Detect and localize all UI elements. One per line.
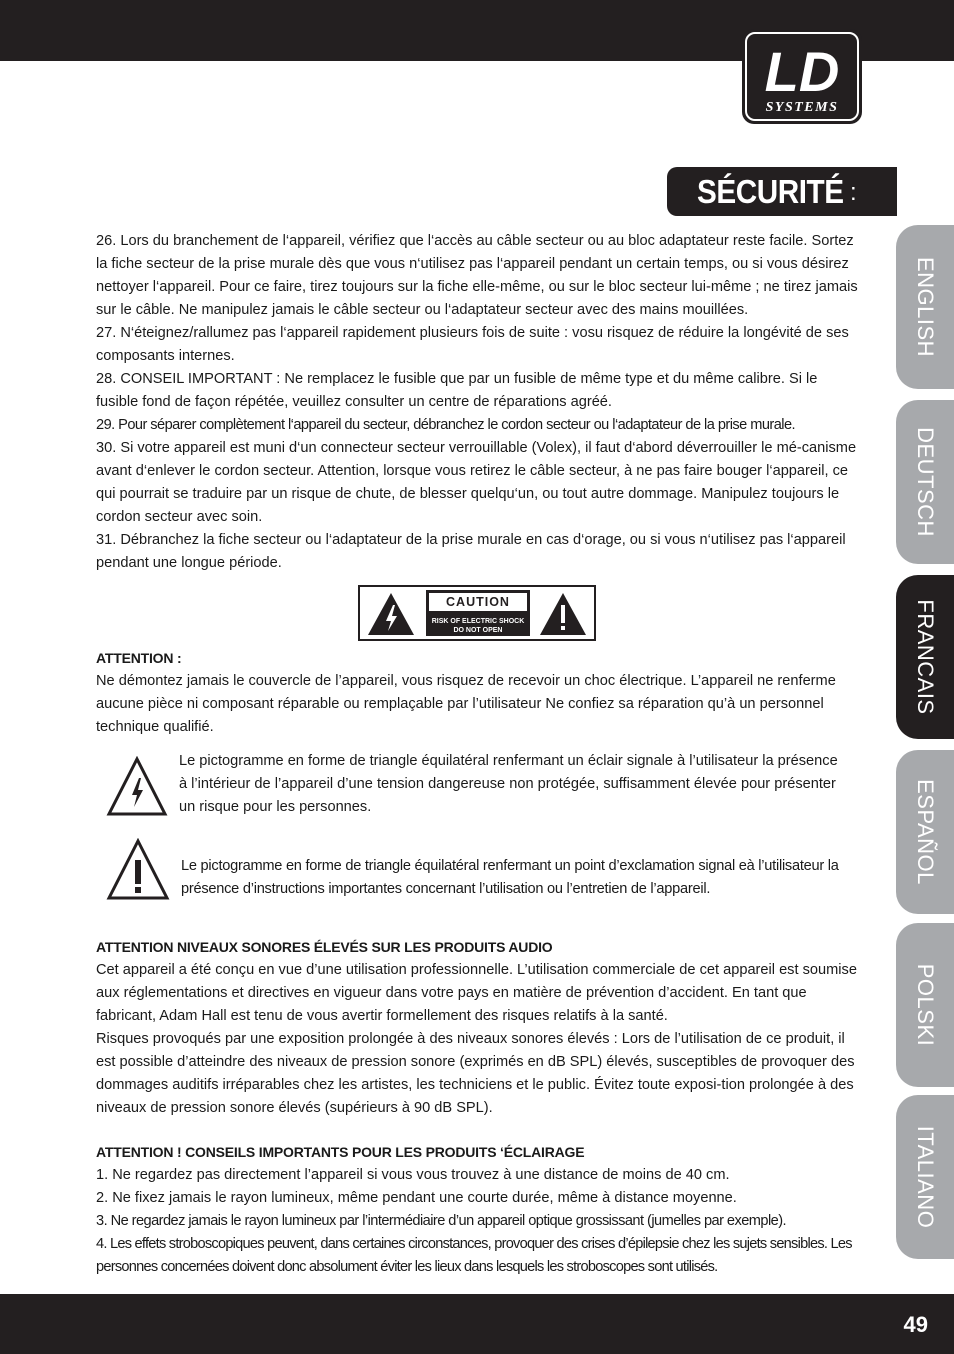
instruction-30: 30. Si votre appareil est muni d‘un connecteur secteur verrouillable (Volex), il faut d‘abord déverrouiller le mé-canisme avant d‘enlever le cordon secteur. Attention, lorsque vous retirez le câble secteur, à ne pas faire bouger l‘appareil, ce qui pourrait se traduire par un risque de chute, de blesser quelqu‘un, ou tout autre dommage. Manipulez toujours le cordon secteur avec soin. xyxy=(96,440,857,525)
safety-instructions xyxy=(96,230,858,575)
tab-label: ITALIANO xyxy=(913,1125,938,1229)
tab-label: FRANCAIS xyxy=(913,599,938,715)
lighting-item-2: 2. Ne fixez jamais le rayon lumineux, même pendant une courte durée, même à distance moyenne. xyxy=(96,1190,737,1206)
tab-english[interactable] xyxy=(896,225,954,389)
instruction-26: 26. Lors du branchement de l‘appareil, vérifiez que l‘accès au câble secteur ou au bloc adaptateur reste facile. Sortez la fiche secteur de la prise murale dès que vous n‘utilisez pas l‘appareil pendant un certain temps, ou si vous désirez nettoyer l‘appareil. Pour ce faire, tirez toujours sur la fiche elle-même, ou sur le bloc secteur lui-même ; ne tirez jamais sur le câble. Ne manipulez jamais le câble secteur ou l‘adaptateur secteur avec des mains mouillées. xyxy=(96,233,858,318)
section-title-colon: : xyxy=(850,179,857,206)
sound-paragraph-2: Risques provoqués par une exposition prolongée à des niveaux sonores élevés : Lors de l’utilisation de ce produit, il est possible d’atteindre des niveaux de pression sonore (exprimés en dB SPL) élevés, susceptibles de provoquer des dommages auditifs irréparables chez les artistes, les techniciens et le public. Évitez toute exposi-tion prolongée à des niveaux de pression sonore élevés (supérieurs à 90 dB SPL). xyxy=(96,1031,855,1116)
bottom-bar xyxy=(0,1294,954,1354)
attention-section xyxy=(96,647,858,739)
lightning-warning-icon xyxy=(366,591,416,637)
attention-text: Ne démontez jamais le couvercle de l’appareil, vous risquez de recevoir un choc électrique. L’appareil ne renferme aucune pièce ni composant réparable ou remplaçable par l’utilisateur Ne confiez sa réparation qu’à un personnel technique qualifié. xyxy=(96,673,836,735)
caution-label xyxy=(358,585,596,641)
tab-espanol[interactable] xyxy=(896,750,954,914)
sound-paragraph-1: Cet appareil a été conçu en vue d’une utilisation professionnelle. L’utilisation commerciale de cet appareil est soumise aux réglementations et directives en vigueur dans votre pays en matière de prévention d’accident. En tant que fabricant, Adam Hall est tenu de vous avertir formellement des risques relatifs à la santé. xyxy=(96,962,857,1024)
section-title: SÉCURITÉ xyxy=(697,173,844,210)
instruction-31: 31. Débranchez la fiche secteur ou l‘adaptateur de la prise murale en cas d‘orage, ou si vous n‘utilisez pas l‘appareil pendant une longue période. xyxy=(96,532,846,571)
exclamation-pictogram-text: Le pictogramme en forme de triangle équilatéral renfermant un point d’exclamation signal eà l’utilisateur la présence d’instructions importantes concernant l’utilisation ou l’entretien de l’appareil. xyxy=(181,858,839,897)
exclamation-triangle-icon xyxy=(106,838,170,902)
lighting-item-1: 1. Ne regardez pas directement l’appareil si vous vous trouvez à une distance de moins de 40 cm. xyxy=(96,1167,730,1183)
instruction-28: 28. CONSEIL IMPORTANT : Ne remplacez le fusible que par un fusible de même type et du même calibre. Si le fusible fond de façon répétée, veuillez consulter un centre de réparations agréé. xyxy=(96,371,818,410)
sound-heading: ATTENTION NIVEAUX SONORES ÉLEVÉS SUR LES PRODUITS AUDIO xyxy=(96,939,553,955)
caution-line-2: DO NOT OPEN xyxy=(453,627,503,634)
tab-deutsch[interactable] xyxy=(896,400,954,564)
lighting-item-4: 4. Les effets stroboscopiques peuvent, dans certaines circonstances, provoquer des crises d’épilepsie chez les sujets sensibles. Les personnes concernées doivent donc absolument éviter les lieux dans lesquels les stroboscopes sont utilisés. xyxy=(96,1236,852,1275)
section-title-box xyxy=(667,167,897,216)
lighting-item-3: 3. Ne regardez jamais le rayon lumineux par l’intermédiaire d’un appareil optique grossissant (jumelles par exemple). xyxy=(96,1213,787,1229)
tab-label: ESPAÑOL xyxy=(913,779,938,885)
tab-label: POLSKI xyxy=(913,963,938,1047)
ld-systems-logo xyxy=(740,27,864,126)
exclamation-warning-icon xyxy=(538,591,588,637)
tab-label: ENGLISH xyxy=(913,256,938,358)
caution-line-1: RISK OF ELECTRIC SHOCK xyxy=(431,618,525,625)
tab-francais[interactable] xyxy=(896,575,954,739)
caution-center xyxy=(426,590,530,636)
tab-polski[interactable] xyxy=(896,923,954,1087)
lighting-heading: ATTENTION ! CONSEILS IMPORTANTS POUR LES PRODUITS ‘ÉCLAIRAGE xyxy=(96,1144,585,1160)
tab-italiano[interactable] xyxy=(896,1095,954,1259)
logo-main-text: LD xyxy=(764,40,840,103)
caution-title: CAUTION xyxy=(429,593,527,611)
lighting-section xyxy=(96,1141,858,1279)
sound-level-section xyxy=(96,936,858,1120)
caution-subtitle xyxy=(426,617,530,635)
instruction-27: 27. N‘éteignez/rallumez pas l‘appareil rapidement plusieurs fois de suite : vosu risquez de réduire la longévité de ses composants internes. xyxy=(96,325,849,364)
lightning-triangle-icon xyxy=(106,756,168,818)
logo-sub-text: SYSTEMS xyxy=(765,100,839,115)
page-number: 49 xyxy=(903,1312,928,1337)
attention-heading: ATTENTION : xyxy=(96,650,182,666)
lightning-pictogram-text: Le pictogramme en forme de triangle équilatéral renfermant un éclair signale à l’utilisateur la présence à l’intérieur de l’appareil d’une tension dangereuse non protégée, suffisamment élevée pour présenter un risque pour les personnes. xyxy=(179,753,838,815)
instruction-29: 29. Pour séparer complètement l‘appareil du secteur, débranchez le cordon secteur ou l‘adaptateur de la prise murale. xyxy=(96,417,796,433)
tab-label: DEUTSCH xyxy=(913,427,938,537)
